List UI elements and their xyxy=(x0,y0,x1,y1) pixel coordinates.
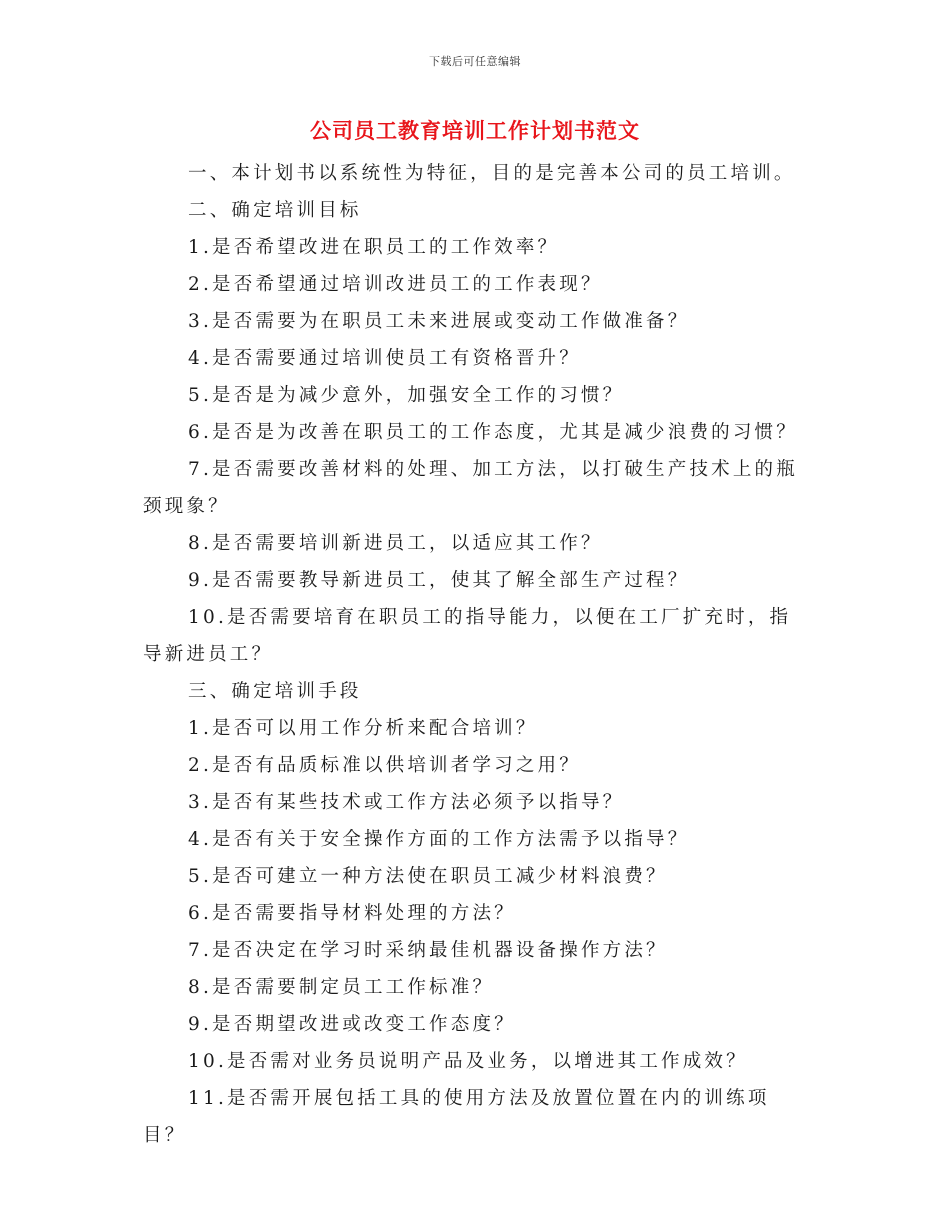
list-item: 3.是否需要为在职员工未来进展或变动工作做准备？ xyxy=(188,311,690,332)
list-item: 10.是否需对业务员说明产品及业务，以增进其工作成效？ xyxy=(188,1051,748,1072)
list-item: 9.是否需要教导新进员工，使其了解全部生产过程？ xyxy=(188,570,690,591)
list-item: 10.是否需要培育在职员工的指导能力，以便在工厂扩充时，指导新进员工？ xyxy=(143,607,792,665)
list-item: 5.是否可建立一种方法使在职员工减少材料浪费？ xyxy=(188,866,668,887)
paragraph-intro: 一、本计划书以系统性为特征，目的是完善本公司的员工培训。 xyxy=(188,163,796,184)
list-item: 4.是否有关于安全操作方面的工作方法需予以指导？ xyxy=(188,829,690,850)
list-item: 2.是否有品质标准以供培训者学习之用？ xyxy=(188,755,581,776)
list-item: 9.是否期望改进或改变工作态度？ xyxy=(188,1014,516,1035)
list-item: 11.是否需开展包括工具的使用方法及放置位置在内的训练项目？ xyxy=(143,1088,770,1146)
list-item: 1.是否希望改进在职员工的工作效率？ xyxy=(188,237,560,258)
list-item: 3.是否有某些技术或工作方法必须予以指导？ xyxy=(188,792,625,813)
header-note: 下载后可任意编辑 xyxy=(429,55,521,68)
document-body xyxy=(143,155,808,1154)
list-item: 1.是否可以用工作分析来配合培训？ xyxy=(188,718,538,739)
list-item: 4.是否需要通过培训使员工有资格晋升？ xyxy=(188,348,581,369)
section-heading-goals: 二、确定培训目标 xyxy=(188,200,362,221)
list-item: 5.是否是为减少意外，加强安全工作的习惯？ xyxy=(188,385,625,406)
list-item: 6.是否需要指导材料处理的方法？ xyxy=(188,903,516,924)
list-item: 8.是否需要培训新进员工，以适应其工作？ xyxy=(188,533,603,554)
document-title: 公司员工教育培训工作计划书范文 xyxy=(310,118,640,143)
list-item: 8.是否需要制定员工工作标准？ xyxy=(188,977,495,998)
list-item: 7.是否需要改善材料的处理、加工方法，以打破生产技术上的瓶颈现象？ xyxy=(143,459,798,517)
list-item: 2.是否希望通过培训改进员工的工作表现？ xyxy=(188,274,603,295)
list-item: 7.是否决定在学习时采纳最佳机器设备操作方法？ xyxy=(188,940,668,961)
list-item: 6.是否是为改善在职员工的工作态度，尤其是减少浪费的习惯？ xyxy=(188,422,798,443)
section-heading-methods: 三、确定培训手段 xyxy=(188,681,362,702)
